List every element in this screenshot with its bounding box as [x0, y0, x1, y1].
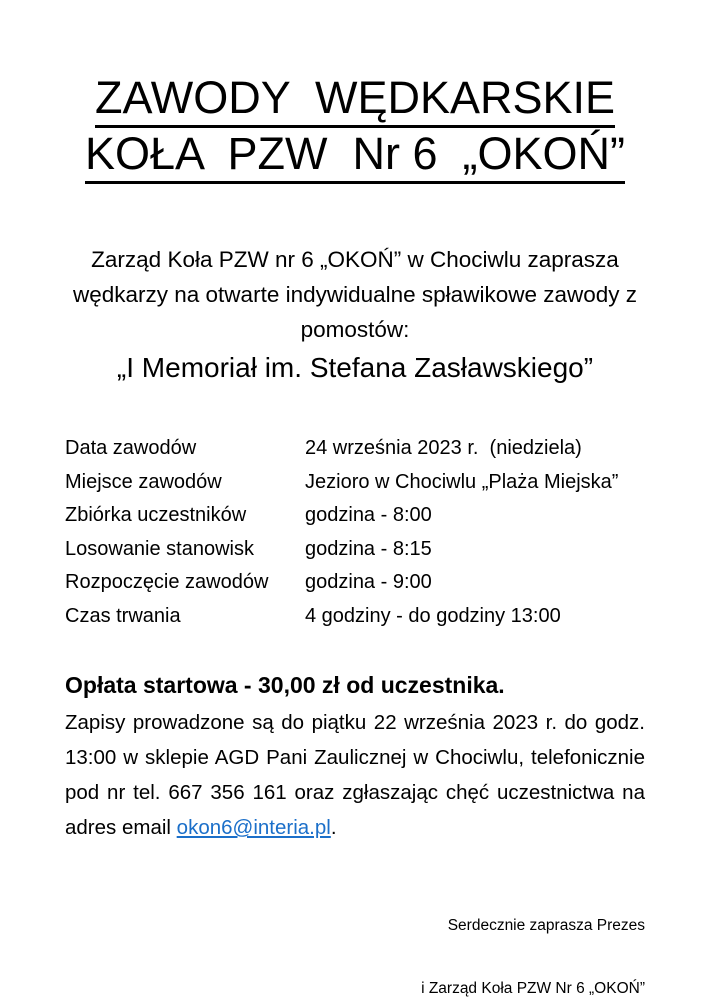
flyer-title-line1 — [65, 72, 645, 128]
schedule-row — [65, 466, 645, 500]
schedule-label: Data zawodów — [65, 437, 197, 459]
schedule-row — [65, 533, 645, 567]
email-link[interactable]: okon6@interia.pl — [176, 816, 331, 839]
schedule-row — [65, 432, 645, 466]
signature-line2: i Zarząd Koła PZW Nr 6 „OKOŃ” — [421, 980, 645, 997]
flyer-title — [65, 72, 645, 184]
schedule-value: godzina - 8:00 — [305, 504, 432, 526]
schedule-label: Czas trwania — [65, 604, 181, 627]
registration-text-after: . — [330, 816, 337, 839]
schedule-label: Miejsce zawodów — [65, 470, 222, 493]
schedule-value: 4 godziny - do godziny 13:00 — [305, 604, 561, 627]
event-name: „I Memoriał im. Stefana Zasławskiego” — [116, 352, 594, 383]
registration-paragraph — [65, 705, 645, 845]
schedule-row — [65, 600, 645, 634]
schedule-value: godzina - 9:00 — [305, 571, 432, 593]
schedule-table — [65, 432, 645, 633]
flyer-title-line1-text: ZAWODY WĘDKARSKIE — [95, 72, 615, 128]
signature-line1: Serdecznie zaprasza Prezes — [447, 917, 645, 934]
registration-text-before: Zapisy prowadzone są do piątku 22 września 2023 r. do godz. 13:00 w sklepie AGD Pani Zaulicznej w Chociwlu, telefonicznie pod nr tel. 667 356 161 oraz zgłaszając chęć uczestnictwa na adres email — [65, 711, 645, 839]
schedule-label: Rozpoczęcie zawodów — [65, 571, 269, 593]
signature-block — [65, 873, 645, 1000]
flyer-title-line2-text: KOŁA PZW Nr 6 „OKOŃ” — [85, 128, 625, 184]
flyer-content — [0, 72, 707, 1000]
intro-paragraph: Zarząd Koła PZW nr 6 „OKOŃ” w Chociwlu zaprasza wędkarzy na otwarte indywidualne spławikowe zawody z pomostów: — [72, 247, 644, 342]
schedule-value: Jezioro w Chociwlu „Plaża Miejska” — [305, 470, 619, 493]
schedule-row — [65, 566, 645, 600]
schedule-label: Zbiórka uczestników — [65, 504, 247, 526]
schedule-value: 24 września 2023 r. (niedziela) — [305, 437, 582, 459]
schedule-row — [65, 499, 645, 533]
schedule-label: Losowanie stanowisk — [65, 537, 254, 560]
schedule-value: godzina - 8:15 — [305, 537, 432, 560]
flyer-title-line2 — [65, 128, 645, 184]
fee-heading: Opłata startowa - 30,00 zł od uczestnika. — [65, 672, 505, 698]
